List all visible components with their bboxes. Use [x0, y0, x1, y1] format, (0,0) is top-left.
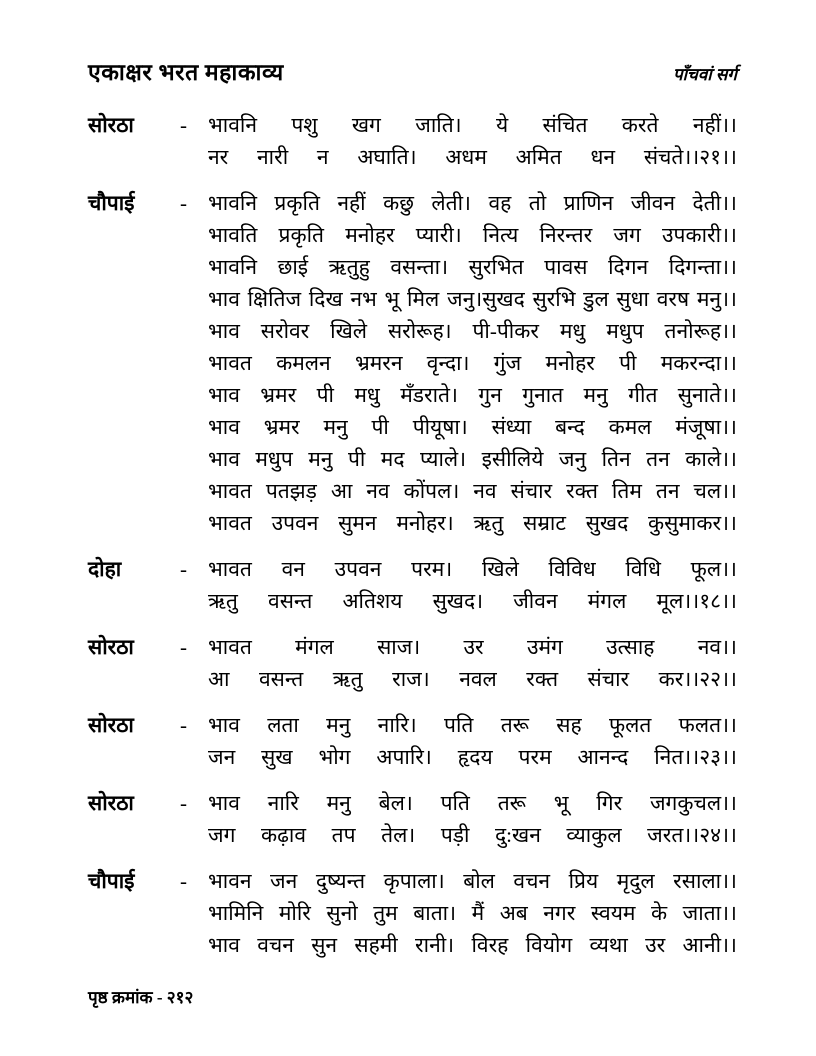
- verse-line: भावन जन दुष्यन्त कृपाला। बोल वचन प्रिय मृदुल रसाला।।: [208, 869, 737, 893]
- verse-line: भाव मधुप मनु पी मद प्याले। इसीलिये जनु तिन तन काले।।: [208, 447, 737, 471]
- verse-line: भाव लता मनु नारि। पति तरू सह फूलत फलत।।: [208, 713, 737, 737]
- stanza-lines: [208, 709, 737, 773]
- verse-line: भाव नारि मनु बेल। पति तरू भू गिर जगकुचल।।: [208, 791, 737, 815]
- verse-area: [88, 109, 737, 961]
- stanza-type-label: चौपाई: [88, 191, 135, 215]
- stanza-dash: -: [180, 713, 187, 737]
- verse-line: भावत पतझड़ आ नव कोंपल। नव संचार रक्त तिम तन चल।।: [208, 479, 737, 503]
- stanza-dash: -: [180, 557, 187, 581]
- stanza-lines: [208, 631, 737, 695]
- verse-line: भावत उपवन सुमन मनोहर। ऋतु सम्राट सुखद कुसुमाकर।।: [208, 511, 737, 535]
- stanza-lines: [208, 865, 737, 961]
- stanza: [88, 109, 737, 173]
- verse-line: भावत कमलन भ्रमरन वृन्दा। गुंज मनोहर पी मकरन्दा।।: [208, 351, 737, 375]
- verse-line: आ वसन्त ऋतु राज। नवल रक्त संचार कर।।२२।।: [208, 667, 737, 691]
- verse-line: जग कढ़ाव तप तेल। पड़ी दु:खन व्याकुल जरत।।२४।।: [208, 823, 737, 847]
- verse-line: भाव सरोवर खिले सरोरूह। पी-पीकर मधु मधुप तनोरूह।।: [208, 319, 737, 343]
- page-header: [88, 55, 737, 87]
- stanza: [88, 187, 737, 539]
- stanza-lines: [208, 109, 737, 173]
- verse-line: भावति प्रकृति मनोहर प्यारी। नित्य निरन्तर जग उपकारी।।: [208, 223, 737, 247]
- stanza-lines: [208, 787, 737, 851]
- verse-line: भाव भ्रमर पी मधु मँडराते। गुन गुनात मनु गीत सुनाते।।: [208, 383, 737, 407]
- verse-line: जन सुख भोग अपारि। हृदय परम आनन्द नित।।२३।।: [208, 745, 737, 769]
- stanza-dash: -: [180, 191, 187, 215]
- stanza-type-label: सोरठा: [88, 113, 134, 137]
- stanza: [88, 865, 737, 961]
- stanza-dash: -: [180, 869, 187, 893]
- verse-line: भामिनि मोरि सुनो तुम बाता। मैं अब नगर स्वयम के जाता।।: [208, 901, 737, 925]
- verse-line: भावत वन उपवन परम। खिले विविध विधि फूल।।: [208, 557, 737, 581]
- stanza-type-label: सोरठा: [88, 713, 134, 737]
- verse-line: नर नारी न अघाति। अधम अमित धन संचते।।२१।।: [208, 145, 737, 169]
- stanza-dash: -: [180, 791, 187, 815]
- verse-line: भावनि छाई ऋतुहु वसन्ता। सुरभित पावस दिगन दिगन्ता।।: [208, 255, 737, 279]
- verse-line: भावनि प्रकृति नहीं कछु लेती। वह तो प्राणिन जीवन देती।।: [208, 191, 737, 215]
- stanza: [88, 631, 737, 695]
- verse-line: भाव क्षितिज दिख नभ भू मिल जनु।सुखद सुरभि डुल सुधा वरष मनु।।: [208, 287, 737, 311]
- stanza-type-label: चौपाई: [88, 869, 135, 893]
- stanza-dash: -: [180, 113, 187, 137]
- verse-line: भाव वचन सुन सहमी रानी। विरह वियोग व्यथा उर आनी।।: [208, 933, 737, 957]
- page-footer: [88, 985, 193, 1008]
- stanza-type-label: दोहा: [88, 557, 122, 581]
- stanza: [88, 709, 737, 773]
- stanza: [88, 553, 737, 617]
- verse-line: भावत मंगल साज। उर उमंग उत्साह नव।।: [208, 635, 737, 659]
- stanza-lines: [208, 553, 737, 617]
- stanza: [88, 787, 737, 851]
- stanza-type-label: सोरठा: [88, 635, 134, 659]
- verse-line: भावनि पशु खग जाति। ये संचित करते नहीं।।: [208, 113, 737, 137]
- page-number-label: पृष्ठ क्रमांक - २१२: [88, 988, 194, 1007]
- stanza-dash: -: [180, 635, 187, 659]
- stanza-type-label: सोरठा: [88, 791, 134, 815]
- stanza-lines: [208, 187, 737, 539]
- verse-line: ऋतु वसन्त अतिशय सुखद। जीवन मंगल मूल।।१८।।: [208, 589, 737, 613]
- chapter-title: पाँचवां सर्ग: [672, 65, 737, 84]
- verse-line: भाव भ्रमर मनु पी पीयूषा। संध्या बन्द कमल मंजूषा।।: [208, 415, 737, 439]
- book-title: एकाक्षर भरत महाकाव्य: [88, 60, 284, 85]
